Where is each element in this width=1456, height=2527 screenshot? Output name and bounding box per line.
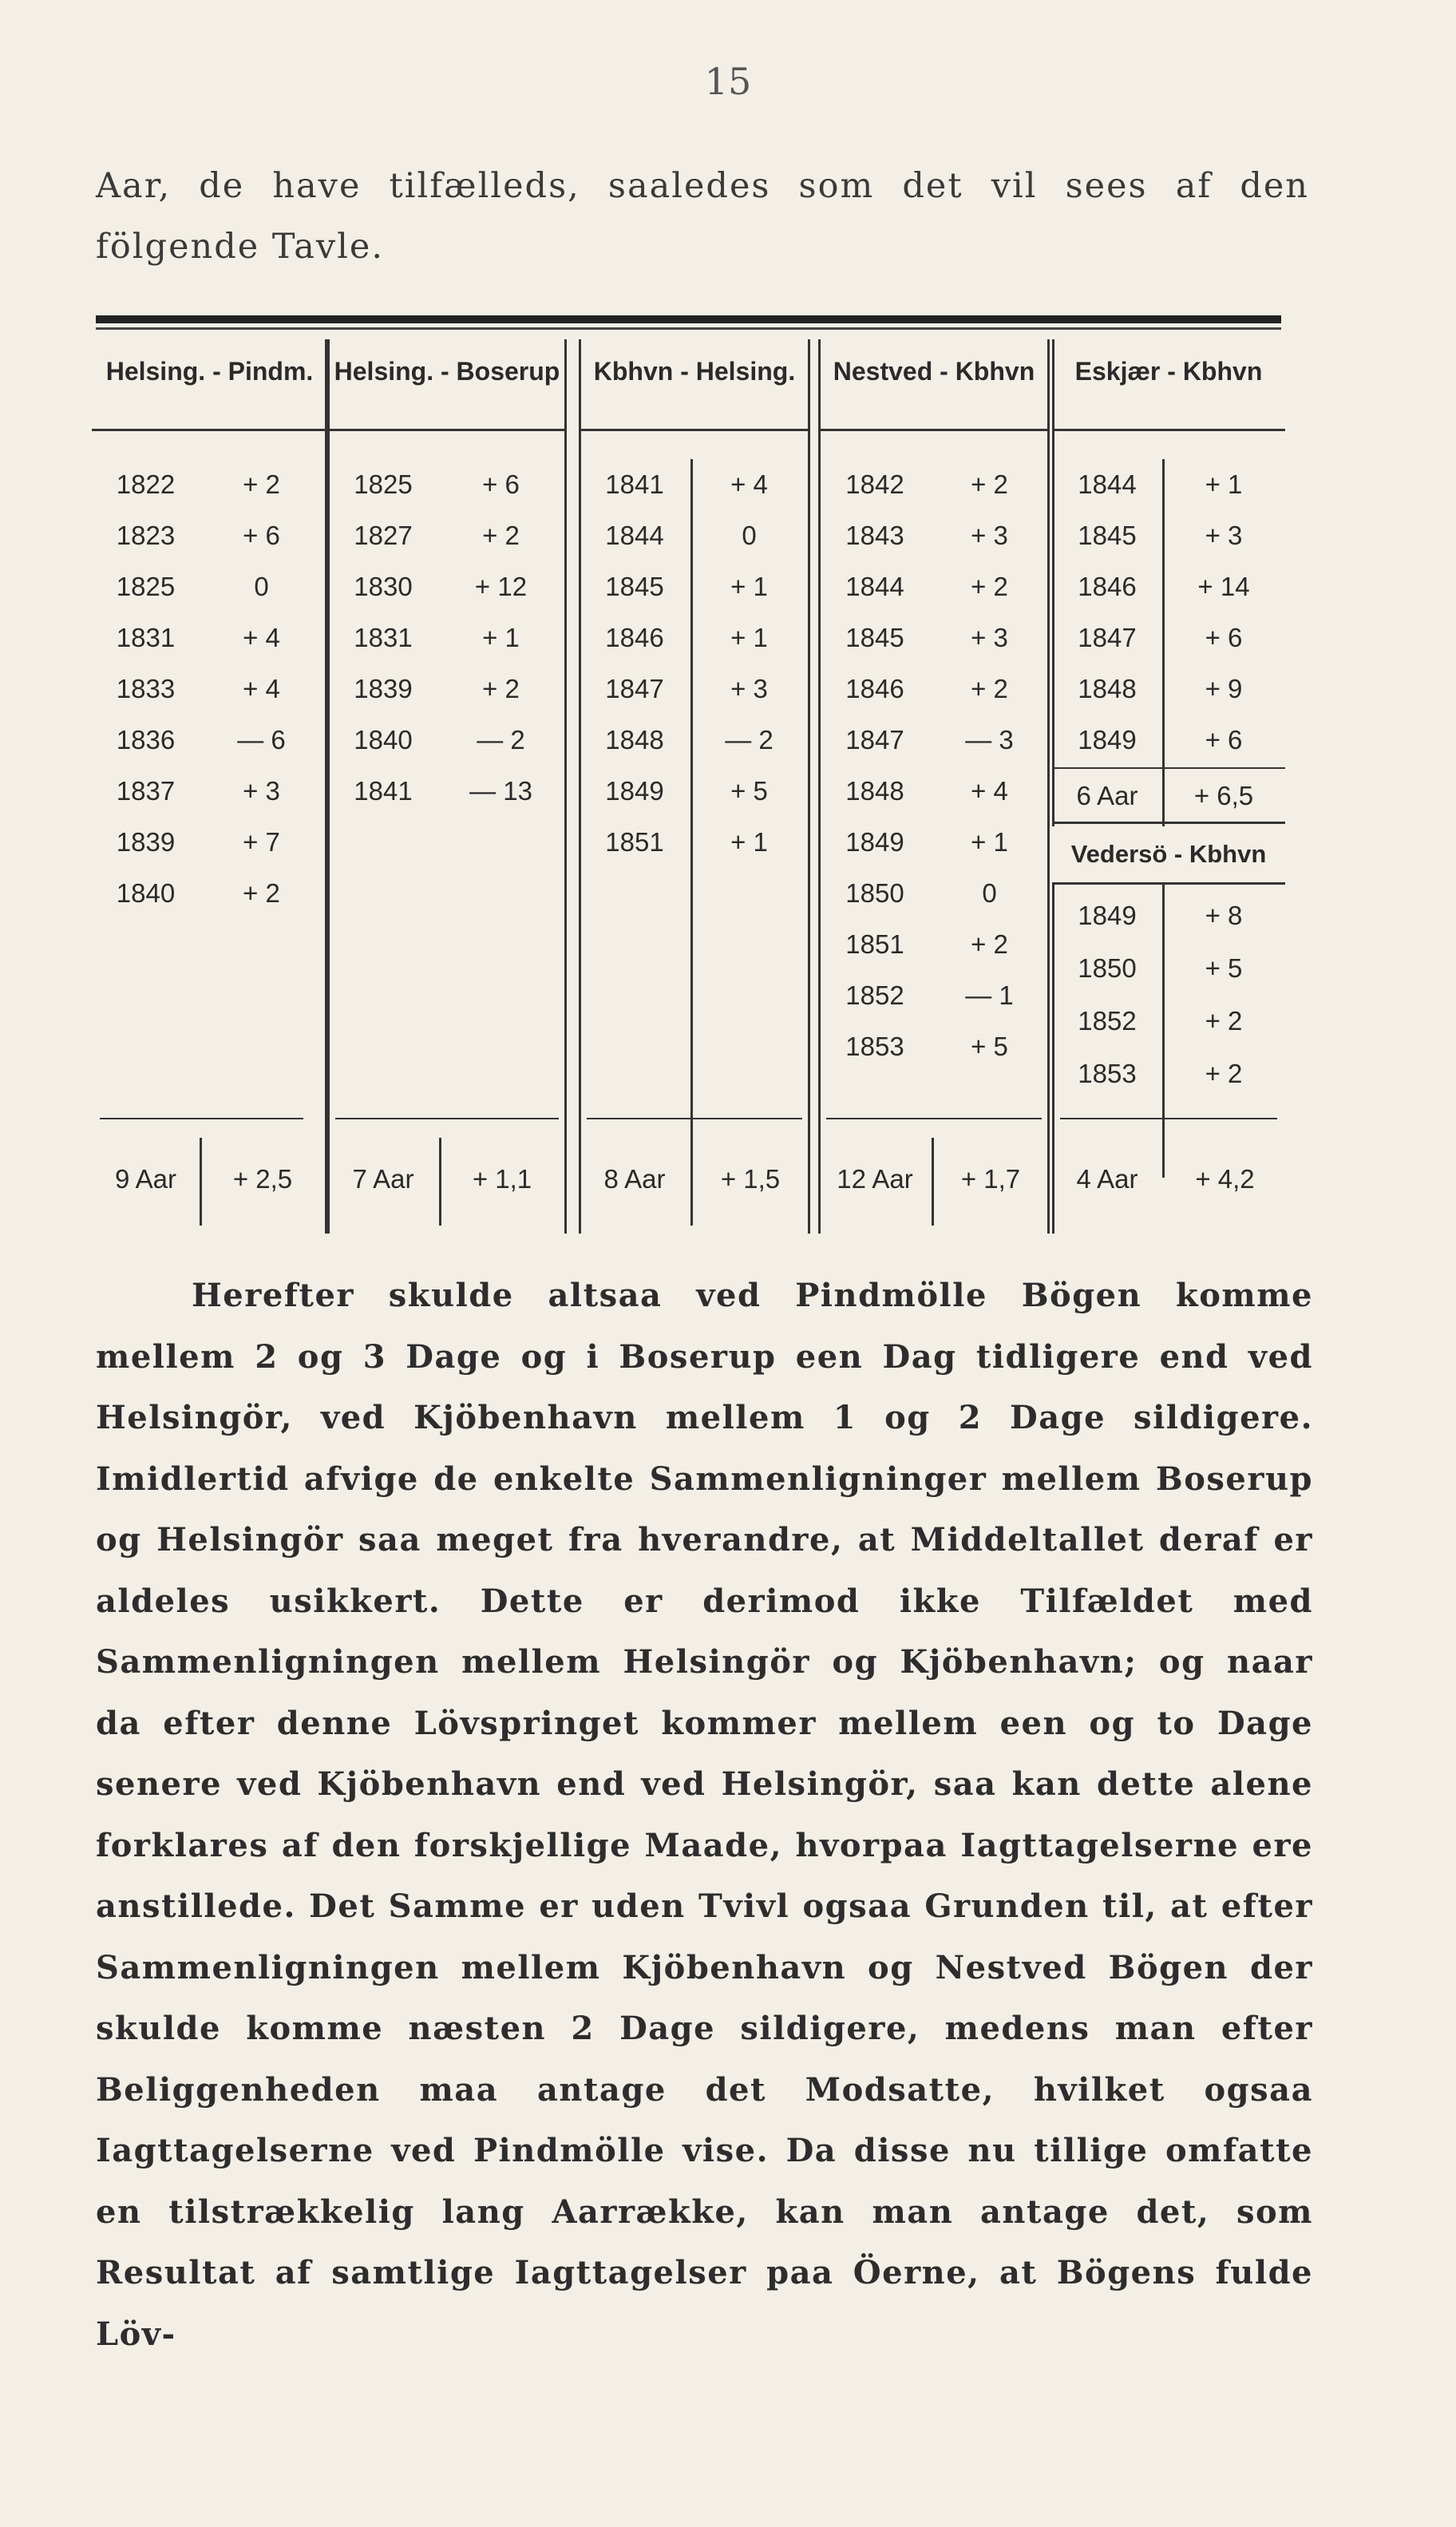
year-cell: 1845	[1078, 521, 1137, 550]
header-rule	[1052, 429, 1285, 431]
value-cell: + 12	[474, 572, 528, 601]
value-cell: + 6	[482, 469, 520, 499]
year-cell: 1847	[605, 674, 664, 703]
year-cell: 1848	[845, 776, 904, 806]
value-cell: + 6	[1205, 725, 1243, 755]
value-cell: + 4	[730, 469, 768, 499]
header-rule	[327, 429, 567, 431]
year-cell: 1844	[1078, 469, 1137, 499]
year-cell: 1823	[116, 521, 176, 550]
table-header: Eskjær - Kbhvn	[1074, 356, 1263, 386]
year-cell: 1844	[845, 572, 904, 601]
footer-label: 8 Aar	[603, 1164, 666, 1194]
year-cell: 1845	[845, 623, 904, 652]
value-cell: + 2	[243, 469, 280, 499]
value-cell: + 1	[730, 623, 768, 652]
year-cell: 1849	[1078, 725, 1137, 755]
body-paragraph: Herefter skulde altsaa ved Pindmölle Bögen komme mellem 2 og 3 Dage og i Boserup een Dag tidligere end ved Helsingör, ved Kjöbenhavn mellem 1 og 2 Dage sildigere. Imidlertid afvige de enkelte Sammenligninger mellem Boserup og Helsingör saa meget fra hverandre, at Middeltallet deraf er aldeles usikkert. Dette er derimod ikke Tilfældet med Sammenligningen mellem Helsingör og Kjöbenhavn; og naar da efter denne Lövspringet kommer mellem een og to Dage senere ved Kjöbenhavn end ved Helsingör, saa kan dette alene forklares af den forskjellige Maade, hvorpaa Iagttagelserne ere anstillede. Det Samme er uden Tvivl ogsaa Grunden til, at efter Sammenligningen mellem Kjöbenhavn og Nestved Bögen der skulde komme næsten 2 Dage sildigere, medens man efter Beliggenheden maa antage det Modsatte, hvilket ogsaa Iagttagelserne ved Pindmölle vise. Da disse nu tillige omfatte en tilstrækkelig lang Aarrække, kan man antage det, som Resultat af samtlige Iagttagelser paa Öerne, at Bögens fulde Löv-	[96, 1277, 1313, 2353]
table-header: Nestved - Kbhvn	[833, 356, 1035, 386]
value-cell: + 2	[482, 521, 520, 550]
value-cell: + 6	[243, 521, 280, 550]
value-cell: + 3	[730, 674, 768, 703]
year-cell: 1822	[116, 469, 176, 499]
sub-table-header: Vedersö - Kbhvn	[1070, 840, 1267, 868]
value-cell: — 2	[725, 725, 774, 755]
value-cell: + 2	[243, 878, 280, 908]
year-cell: 1852	[1078, 1006, 1137, 1036]
footer-rule	[335, 1118, 559, 1119]
footer-label: 7 Aar	[352, 1164, 414, 1194]
table-helsing-pindm	[92, 339, 327, 1226]
year-cell: 1853	[845, 1032, 904, 1061]
table-top-rule	[96, 315, 1281, 323]
footer-label: 9 Aar	[114, 1164, 177, 1194]
body-text	[96, 1265, 1313, 2365]
value-cell: + 5	[971, 1032, 1008, 1061]
header-rule	[579, 429, 810, 431]
year-cell: 1849	[605, 776, 664, 806]
year-cell: 1848	[605, 725, 664, 755]
value-cell: 0	[742, 521, 757, 550]
value-cell: + 2	[971, 674, 1008, 703]
year-cell: 1848	[1078, 674, 1137, 703]
value-cell: — 13	[469, 776, 532, 806]
year-cell: 1827	[354, 521, 413, 550]
year-cell: 1847	[845, 725, 904, 755]
table-header: Kbhvn - Helsing.	[593, 356, 796, 386]
value-cell: + 3	[243, 776, 280, 806]
footer-value: + 4,2	[1195, 1164, 1255, 1194]
footer-value: + 1,7	[960, 1164, 1021, 1194]
value-cell: + 2	[971, 929, 1008, 959]
year-cell: 1831	[116, 623, 176, 652]
header-rule	[818, 429, 1050, 431]
year-cell: 1846	[605, 623, 664, 652]
value-cell: + 2	[971, 572, 1008, 601]
table-nestved-kbhvn	[818, 339, 1050, 1226]
summary-rule	[1052, 822, 1285, 824]
column-divider	[1047, 339, 1050, 1234]
value-cell: + 1	[971, 827, 1008, 857]
footer-value: + 1,5	[720, 1164, 781, 1194]
year-cell: 1849	[1078, 901, 1137, 930]
table-kbhvn-helsing	[579, 339, 810, 1226]
value-cell: + 3	[971, 623, 1008, 652]
footer-rule	[1060, 1118, 1277, 1119]
summary-rule	[1052, 767, 1285, 769]
table-helsing-boserup	[327, 339, 567, 1226]
sub-table-rule	[1052, 882, 1285, 885]
year-cell: 1833	[116, 674, 176, 703]
year-cell: 1845	[605, 572, 664, 601]
year-cell: 1850	[845, 878, 904, 908]
value-cell: — 6	[237, 725, 286, 755]
year-cell: 1850	[1078, 953, 1137, 983]
value-cell: + 2	[482, 674, 520, 703]
year-cell: 1831	[354, 623, 413, 652]
value-cell: + 3	[971, 521, 1008, 550]
footer-value: + 2,5	[232, 1164, 293, 1194]
year-cell: 1839	[354, 674, 413, 703]
value-cell: + 8	[1205, 901, 1243, 930]
value-cell: + 7	[243, 827, 280, 857]
year-cell: 1842	[845, 469, 904, 499]
value-cell: + 1	[482, 623, 520, 652]
year-cell: 1839	[116, 827, 176, 857]
year-cell: 1841	[605, 469, 664, 499]
year-cell: 1853	[1078, 1059, 1137, 1088]
year-cell: 1825	[354, 469, 413, 499]
intro-text: Aar, de have tilfælleds, saaledes som det vil sees af den fölgende Tavle.	[96, 166, 1309, 267]
footer-label: 12 Aar	[837, 1164, 913, 1194]
page-number: 15	[704, 60, 752, 103]
value-cell: — 3	[965, 725, 1014, 755]
column-divider	[564, 339, 567, 1234]
year-cell: 1846	[845, 674, 904, 703]
header-rule	[92, 429, 327, 431]
year-cell: 1847	[1078, 623, 1137, 652]
year-cell: 1830	[354, 572, 413, 601]
year-cell: 1825	[116, 572, 176, 601]
value-cell: + 5	[1205, 953, 1243, 983]
value-cell: + 1	[1205, 469, 1243, 499]
table-eskjaer-kbhvn	[1052, 339, 1285, 1226]
year-cell: 1844	[605, 521, 664, 550]
footer-rule	[100, 1118, 303, 1119]
value-cell: + 1	[730, 572, 768, 601]
year-cell: 1836	[116, 725, 176, 755]
value-cell: — 1	[965, 980, 1014, 1010]
value-cell: 0	[254, 572, 269, 601]
footer-label: 4 Aar	[1076, 1164, 1138, 1194]
value-cell: + 6	[1205, 623, 1243, 652]
value-cell: + 5	[730, 776, 768, 806]
year-cell: 1846	[1078, 572, 1137, 601]
value-cell: + 2	[1205, 1059, 1243, 1088]
year-cell: 1840	[354, 725, 413, 755]
year-cell: 1852	[845, 980, 904, 1010]
table-header: Helsing. - Pindm.	[105, 356, 314, 386]
value-cell: + 4	[243, 674, 280, 703]
year-cell: 1851	[845, 929, 904, 959]
table-top-rule-thin	[96, 327, 1281, 330]
value-cell: + 3	[1205, 521, 1243, 550]
year-cell: 1840	[116, 878, 176, 908]
column-divider	[808, 339, 810, 1234]
year-cell: 1843	[845, 521, 904, 550]
summary-value: + 6,5	[1193, 781, 1254, 810]
value-cell: + 9	[1205, 674, 1243, 703]
value-cell: + 4	[971, 776, 1008, 806]
value-cell: 0	[982, 878, 997, 908]
year-cell: 1851	[605, 827, 664, 857]
value-cell: + 4	[243, 623, 280, 652]
value-cell: + 2	[1205, 1006, 1243, 1036]
footer-rule	[826, 1118, 1042, 1119]
footer-value: + 1,1	[472, 1164, 532, 1194]
year-cell: 1837	[116, 776, 176, 806]
table-header: Helsing. - Boserup	[334, 356, 560, 386]
footer-rule	[587, 1118, 802, 1119]
value-cell: + 2	[971, 469, 1008, 499]
value-cell: + 14	[1197, 572, 1250, 601]
summary-label: 6 Aar	[1076, 781, 1138, 810]
year-cell: 1841	[354, 776, 413, 806]
value-cell: — 2	[477, 725, 525, 755]
year-cell: 1849	[845, 827, 904, 857]
value-cell: + 1	[730, 827, 768, 857]
